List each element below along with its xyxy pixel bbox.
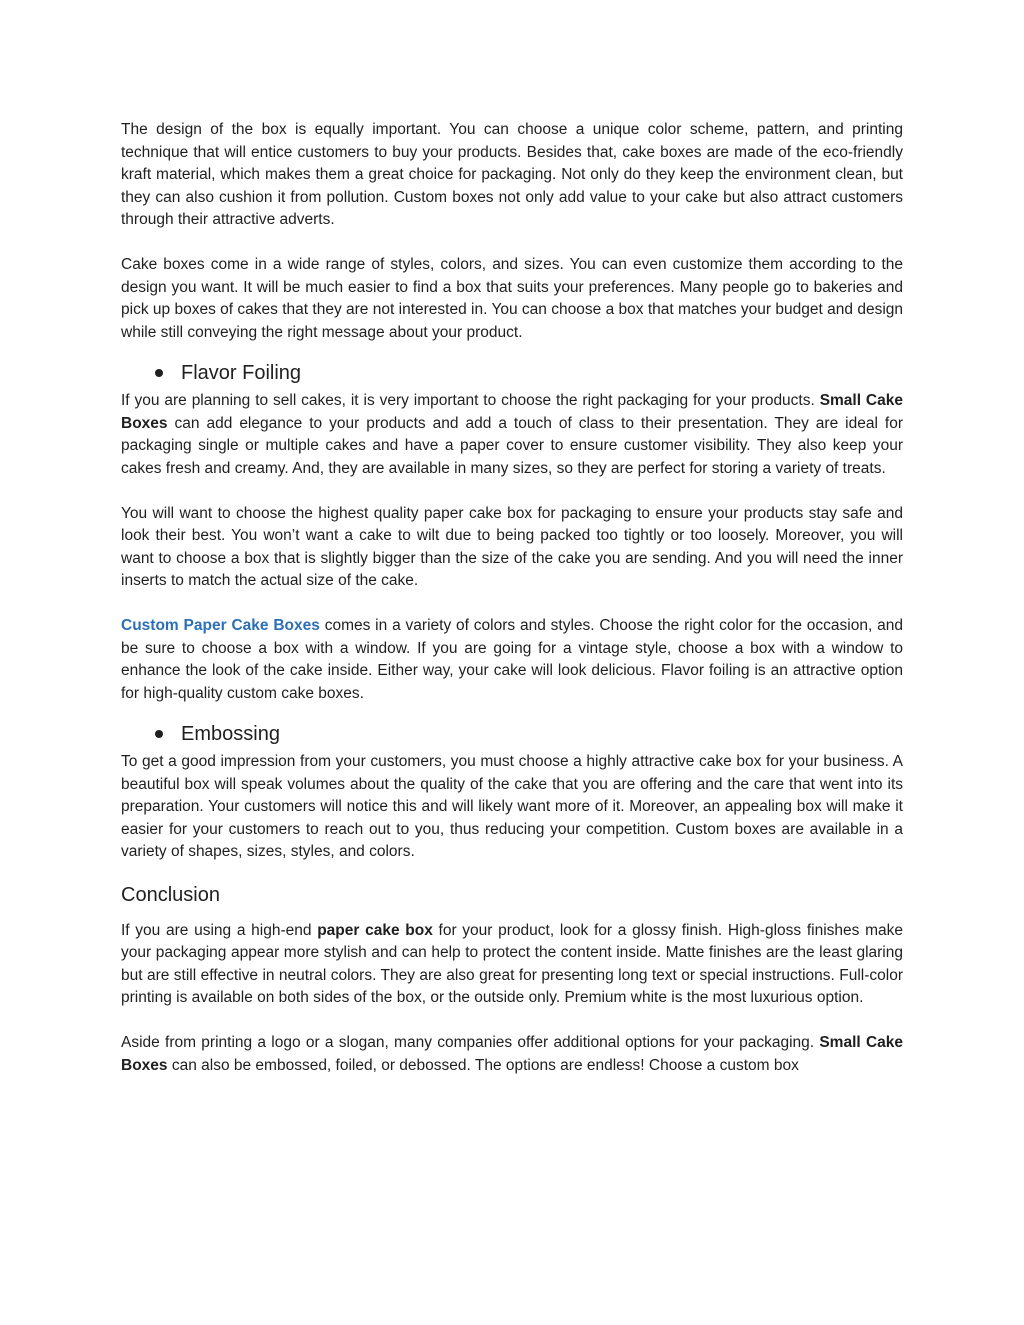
paragraph-planning-text-1: If you are planning to sell cakes, it is very important to choose the right packaging for your products. <box>121 392 820 409</box>
custom-paper-cake-boxes-link[interactable]: Custom Paper Cake Boxes <box>121 617 320 634</box>
document-page <box>121 119 903 1077</box>
paragraph-planning-text-2: can add elegance to your products and add a touch of class to their presentation. They are ideal for packaging single or multiple cakes and have a paper cover to ensure customer visibility. They also keep your cakes fresh and creamy. And, they are available in many sizes, so they are perfect for storing a variety of treats. <box>121 414 903 477</box>
paragraph-impression: To get a good impression from your customers, you must choose a highly attractive cake box for your business. A beautiful box will speak volumes about the quality of the cake that you are offering and the care that went into its preparation. Your customers will notice this and will likely want more of it. Moreover, an appealing box will make it easier for your customers to reach out to you, thus reducing your competition. Custom boxes are available in a variety of shapes, sizes, styles, and colors. <box>121 753 903 860</box>
paragraph-high-end <box>121 920 903 1010</box>
small-cake-boxes-keyword: Small Cake Boxes <box>121 392 903 432</box>
paragraph-high-end-text-2: for your product, look for a glossy finish. High-gloss finishes make your packaging appear more stylish and can help to protect the content inside. Matte finishes are the least glaring but are still effective in neutral colors. They are also great for presenting long text or special instructions. Full-color printing is available on both sides of the box, or the outside only. Premium white is the most luxurious option. <box>121 921 903 1006</box>
heading-flavor-foiling <box>121 358 903 388</box>
heading-embossing-text: Embossing <box>181 723 280 745</box>
paragraph-aside <box>121 1032 903 1077</box>
paragraph-range: Cake boxes come in a wide range of styles, colors, and sizes. You can even customize them according to the design you want. It will be much easier to find a box that suits your preferences. Many people go to bakeries and pick up boxes of cakes that they are not interested in. You can choose a box that matches your budget and design while still conveying the right message about your product. <box>121 256 903 341</box>
paragraph-quality: You will want to choose the highest quality paper cake box for packaging to ensure your products stay safe and look their best. You won’t want a cake to wilt due to being packed too tightly or too loosely. Moreover, you will want to choose a box that is slightly bigger than the size of the cake you are sending. And you will need the inner inserts to match the actual size of the cake. <box>121 504 903 589</box>
paragraph-aside-text-2: can also be embossed, foiled, or debossed. The options are endless! Choose a custom box <box>167 1056 799 1074</box>
bullet-icon <box>155 730 163 738</box>
heading-conclusion: Conclusion <box>121 883 220 906</box>
paragraph-planning <box>121 390 903 480</box>
paragraph-design: The design of the box is equally important. You can choose a unique color scheme, pattern, and printing technique that will entice customers to buy your products. Besides that, cake boxes are made of the eco-friendly kraft material, which makes them a great choice for packaging. Not only do they keep the environment clean, but they can also cushion it from pollution. Custom boxes not only add value to your cake but also attract customers through their attractive adverts. <box>121 121 903 228</box>
small-cake-boxes-keyword-2: Small Cake Boxes <box>121 1034 904 1074</box>
paragraph-custom-paper <box>121 615 903 705</box>
paragraph-custom-paper-text: comes in a variety of colors and styles. Choose the right color for the occasion, and be sure to choose a box with a window. If you are going for a vintage style, choose a box with a window to enhance the look of the cake inside. Either way, your cake will look delicious. Flavor foiling is an attractive option for high-quality custom cake boxes. <box>121 617 903 702</box>
heading-flavor-foiling-text: Flavor Foiling <box>181 362 302 384</box>
paragraph-high-end-text-1: If you are using a high-end <box>121 921 318 939</box>
paragraph-aside-text-1: Aside from printing a logo or a slogan, many companies offer additional options for your packaging. <box>121 1034 820 1051</box>
bullet-icon <box>155 369 163 377</box>
heading-embossing <box>121 719 903 749</box>
paper-cake-box-keyword: paper cake box <box>317 921 433 939</box>
